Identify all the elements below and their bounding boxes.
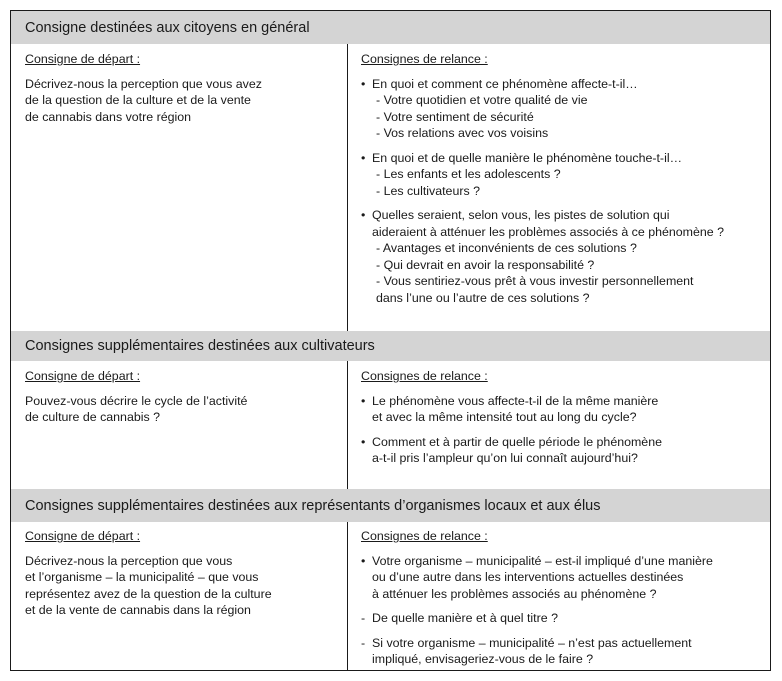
column-divider	[347, 522, 348, 670]
sub-item: - Les enfants et les adolescents ?	[376, 167, 561, 181]
followup-heading: Consignes de relance :	[361, 369, 488, 383]
start-instruction-growers	[25, 368, 325, 426]
list-item	[361, 635, 761, 668]
list-item	[361, 434, 761, 467]
bullet-marker: •	[361, 208, 366, 222]
sub-item: - Les cultivateurs ?	[376, 183, 480, 198]
item-text: En quoi et de quelle manière le phénomène touche-t-il…	[372, 150, 682, 165]
list-item	[361, 150, 761, 200]
start-heading: Consigne de départ :	[25, 369, 141, 383]
item-text: Quelles seraient, selon vous, les pistes de solution qui aideraient à atténuer les problèmes associés à ce phénomène ?	[372, 208, 724, 239]
followup-heading: Consignes de relance :	[361, 529, 488, 543]
dash-marker: -	[361, 611, 366, 625]
bullet-marker: •	[361, 150, 366, 165]
sub-item: - Vous sentiriez-vous prêt à vous investir personnellement dans l’une ou l’autre de ces solutions ?	[376, 274, 694, 305]
sub-item: - Vos relations avec vos voisins	[376, 126, 549, 140]
list-item	[361, 610, 761, 627]
start-text: Décrivez-nous la perception que vous et l’organisme – la municipalité – que vous représentez avez de la question de la culture et de la vente de cannabis dans la région	[25, 553, 272, 617]
list-item	[361, 207, 761, 306]
start-instruction-citizens	[25, 51, 325, 125]
column-divider	[347, 361, 348, 489]
item-text: Votre organisme – municipalité – est-il impliqué d’une manière ou d’une autre dans les interventions actuelles destinées à atténuer les problèmes associés au phénomène ?	[372, 553, 713, 601]
followup-instructions-officials	[361, 528, 761, 676]
bullet-marker: •	[361, 76, 366, 91]
sub-item: - Votre sentiment de sécurité	[376, 109, 534, 124]
bullet-marker: •	[361, 553, 366, 568]
list-item	[361, 553, 761, 603]
followup-instructions-growers	[361, 368, 761, 475]
item-text: De quelle manière et à quel titre ?	[372, 611, 558, 625]
section-title-officials: Consignes supplémentaires destinées aux représentants d’organismes locaux et aux élus	[11, 489, 770, 522]
list-item	[361, 76, 761, 142]
item-text: En quoi et comment ce phénomène affecte-t-il…	[372, 76, 638, 91]
section-title-growers: Consignes supplémentaires destinées aux cultivateurs	[11, 331, 770, 361]
sub-item: - Avantages et inconvénients de ces solutions ?	[376, 241, 637, 255]
dash-marker: -	[361, 635, 366, 650]
sub-item: - Votre quotidien et votre qualité de vie	[376, 93, 588, 107]
sub-item: - Qui devrait en avoir la responsabilité ?	[376, 257, 595, 272]
start-text: Décrivez-nous la perception que vous avez de la question de la culture et de la vente de cannabis dans votre région	[25, 76, 262, 124]
guidelines-table	[10, 10, 771, 671]
item-text: Si votre organisme – municipalité – n’est pas actuellement impliqué, envisageriez-vous de le faire ?	[372, 635, 692, 666]
column-divider	[347, 44, 348, 331]
start-instruction-officials	[25, 528, 325, 619]
section-title-citizens: Consigne destinées aux citoyens en général	[11, 11, 770, 44]
bullet-marker: •	[361, 393, 366, 408]
start-heading: Consigne de départ :	[25, 52, 141, 66]
followup-heading: Consignes de relance :	[361, 52, 488, 66]
item-text: Comment et à partir de quelle période le phénomène a-t-il pris l’ampleur qu’on lui connaît aujourd’hui?	[372, 434, 662, 465]
followup-instructions-citizens	[361, 51, 761, 314]
item-text: Le phénomène vous affecte-t-il de la même manière et avec la même intensité tout au long du cycle?	[372, 393, 659, 424]
bullet-marker: •	[361, 434, 366, 449]
start-heading: Consigne de départ :	[25, 529, 141, 543]
list-item	[361, 393, 761, 426]
start-text: Pouvez-vous décrire le cycle de l’activité de culture de cannabis ?	[25, 393, 248, 424]
